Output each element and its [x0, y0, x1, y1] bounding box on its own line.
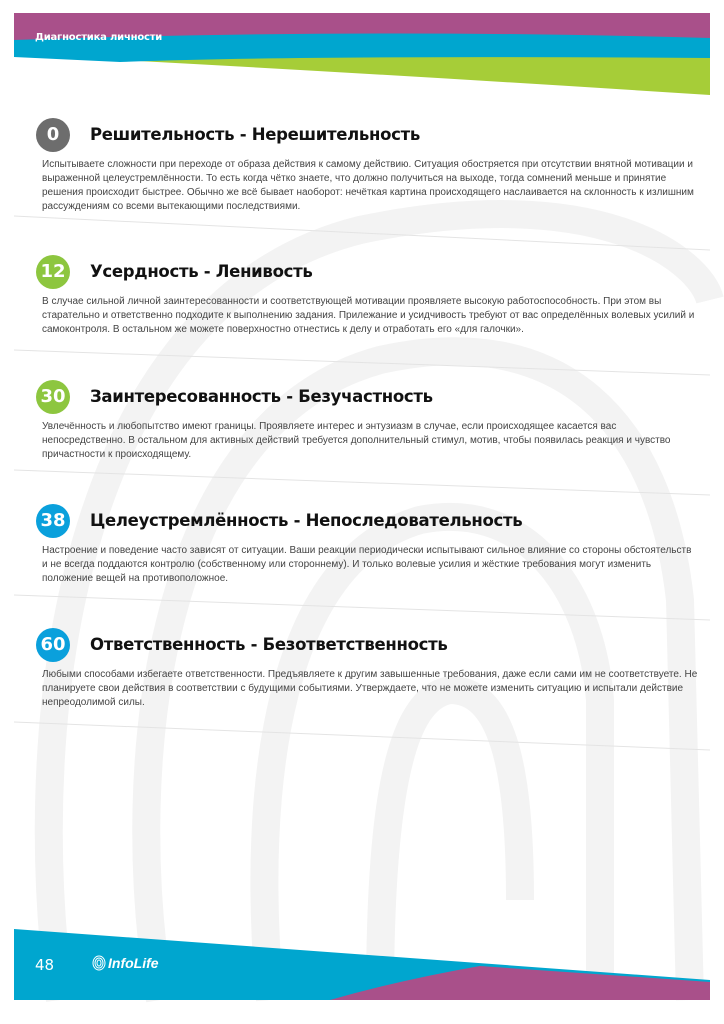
header-green-band: [120, 53, 710, 95]
fingerprint-icon: [92, 955, 106, 971]
score-badge: 0: [36, 118, 70, 152]
logo-text: InfoLife: [108, 955, 159, 971]
header-title: Диагностика личности: [35, 32, 163, 43]
score-badge: 60: [36, 628, 70, 662]
section-text: Увлечённость и любопытство имеют границы. Проявляете интерес и энтузиазм в случае, если происходящее касается вас непосредственно. В остальном для активных действий требуется дополнительный стимул, мотив, чтобы появилась реакция и чувство причастности к происходящему.: [42, 421, 671, 460]
section-title: Решительность - Нерешительность: [90, 125, 421, 144]
section-text: В случае сильной личной заинтересованности и соответствующей мотивации проявляете высокую работоспособность. При этом вы старательно и ответственно подходите к выполнению задания. Прилежание и усидчивость требуют от вас определённых волевых усилий и самоконтроля. В остальном же можете поверхностно отнестись к делу и отработать его «для галочки».: [42, 296, 695, 335]
infolife-logo: [92, 955, 159, 971]
section-text: Любыми способами избегаете ответственности. Предъявляете к другим завышенные требования, даже если сами им не соответствуете. Не планируете свои действия в соответствии с будущими событиями. Утверждаете, что не можете изменить ситуацию и испытали действие непреодолимой силы.: [42, 669, 698, 708]
page-number: 48: [35, 956, 55, 974]
section-title: Заинтересованность - Безучастность: [90, 387, 433, 406]
score-badge: 38: [36, 504, 70, 538]
section-text: Испытываете сложности при переходе от образа действия к самому действию. Ситуация обостряется при отсутствии внятной мотивации и выраженной целеустремлённости. То есть когда чётко знаете, что должно получиться на выходе, тогда сомнений меньше и принятие решения происходит быстрее. Обычно же всё бывает наоборот: нечёткая картина происходящего наслаивается на склонность к излишним рассуждениям со всеми вытекающими последствиями.: [42, 159, 694, 212]
score-badge: 30: [36, 380, 70, 414]
score-badge: 12: [36, 255, 70, 289]
section-title: Усердность - Ленивость: [90, 262, 313, 281]
section-title: Ответственность - Безответственность: [90, 635, 448, 654]
section-title: Целеустремлённость - Непоследовательность: [90, 511, 523, 530]
section-text: Настроение и поведение часто зависят от ситуации. Ваши реакции периодически испытывают сильное влияние со стороны обстоятельств и не всегда поддаются контролю (собственному или стороннему). И только волевые усилия и жёсткие требования могут изменить положение вещей на противоположное.: [42, 545, 692, 584]
